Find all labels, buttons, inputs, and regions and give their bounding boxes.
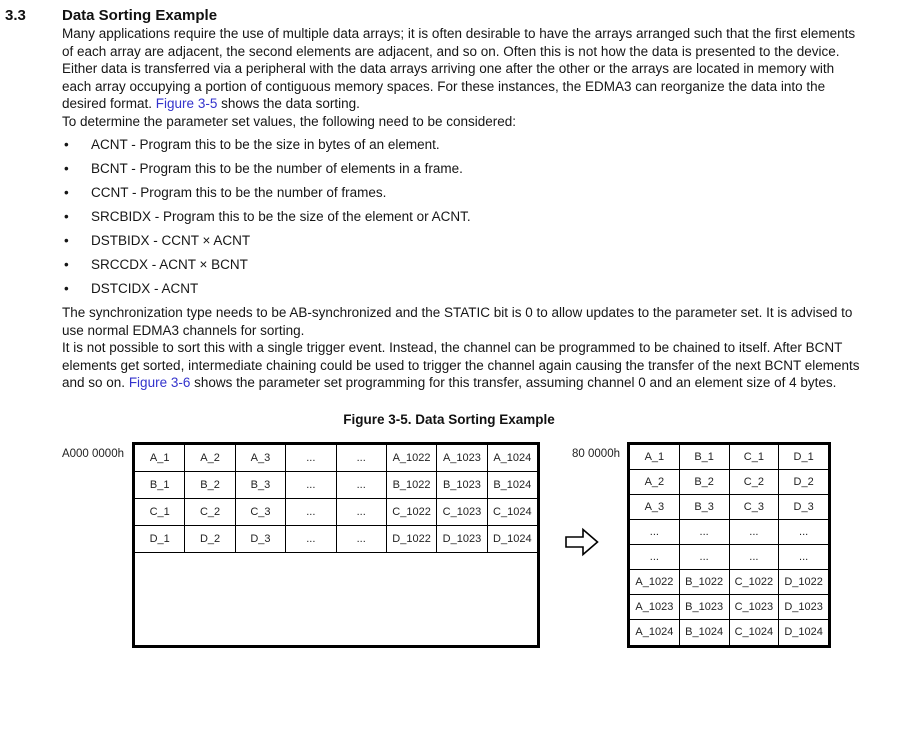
table-cell: A_1 [630,445,680,469]
table-cell: D_1023 [784,601,823,614]
table-cell: D_1022 [784,576,823,589]
bullet-text: DSTCIDX - ACNT [91,281,199,296]
bullet-text: ACNT - Program this to be the size in bytes of an element. [91,137,440,152]
figure-caption: Figure 3-5. Data Sorting Example [343,411,555,427]
table-cell: ... [630,520,680,544]
table-cell: B_1 [135,472,185,498]
table-row [630,570,828,595]
table-cell: D_1 [793,450,814,463]
table-row [630,470,828,495]
source-address-label: A000 0000h [61,447,124,460]
table-cell: C_1024 [730,620,780,644]
paragraph-text: It is not possible to sort this with a single trigger event. Instead, the channel can be programmed to be chained to itself. After BCNT elements get sorted, intermediate chaining could be used to trigger the channel again causing the transfer of the next BCNT elements and so on. [62,340,860,390]
table-cell: B_1022 [387,472,437,498]
paragraph-text: shows the parameter set programming for this transfer, assuming channel 0 and an element size of 4 bytes. [190,375,837,390]
section-heading [5,6,898,25]
table-cell: C_1 [730,445,780,469]
bullet-text: BCNT - Program this to be the number of elements in a frame. [91,161,463,176]
table-cell: C_1024 [493,505,532,518]
paragraph-synchronization: The synchronization type needs to be AB-synchronized and the STATIC bit is 0 to allow updates to the parameter set. It is advised to use normal EDMA3 channels for sorting. [62,305,853,338]
bullet-marker: • [64,257,69,272]
table-cell: ... [680,545,730,569]
bullet-text: DSTBIDX - CCNT × ACNT [91,233,251,248]
table-cell: ... [337,445,387,471]
table-cell: C_2 [730,470,780,494]
figure-3-6-link[interactable]: Figure 3-6 [128,375,191,390]
table-cell: D_1023 [437,526,487,552]
source-memory-table [132,442,540,648]
table-cell: ... [680,520,730,544]
table-row [135,499,537,526]
table-row [135,526,537,553]
table-row [630,545,828,570]
table-cell: B_1022 [680,570,730,594]
bullet-marker: • [64,209,69,224]
table-cell: ... [286,499,336,525]
table-cell: A_1024 [630,620,680,644]
table-cell: D_1024 [784,626,823,639]
table-cell: A_2 [185,445,235,471]
table-row [630,595,828,620]
section-title: Data Sorting Example [62,7,218,24]
table-cell: D_2 [793,475,814,488]
table-cell: C_1023 [437,499,487,525]
bullet-item-bcnt [62,160,862,177]
paragraph-text: Many applications require the use of multiple data arrays; it is often desirable to have the arrays arranged such that the first elements of each array are adjacent, the second elements are adjacent, and so on. Often this is not how the data is presented to the device. Either data is transferred via a peripheral with the data arrays arriving one after the other or the arrays are located in memory with each array occupying a portion of contiguous memory spaces. For these instances, the EDMA3 can reorganize the data into the desired format. [62,26,856,111]
bullet-text: SRCBIDX - Program this to be the size of the element or ACNT. [91,209,471,224]
bullet-marker: • [64,185,69,200]
table-cell: A_1022 [630,570,680,594]
table-cell: B_1023 [680,595,730,619]
paragraph-intro-sorting [62,25,862,113]
table-cell: ... [730,545,780,569]
table-cell: A_1023 [437,445,487,471]
table-row [630,620,828,644]
table-cell: ... [286,445,336,471]
bullet-item-srccdx [62,256,862,273]
dest-address-label: 80 0000h [572,447,620,460]
table-cell: ... [799,525,809,538]
table-cell: A_3 [236,445,286,471]
paragraph-text: shows the data sorting. [217,96,360,111]
source-table-empty-area [135,553,537,645]
table-cell: B_2 [185,472,235,498]
parameter-intro-line: To determine the parameter set values, the following need to be considered: [62,113,517,129]
table-cell: ... [630,545,680,569]
bullet-item-ccnt [62,184,862,201]
bullet-item-dstbidx [62,232,862,249]
table-cell: ... [337,472,387,498]
table-cell: D_1022 [387,526,437,552]
paragraph-chaining [62,339,862,392]
table-row [135,445,537,472]
table-cell: B_3 [680,495,730,519]
figure-3-5-link[interactable]: Figure 3-5 [155,96,218,111]
section-number: 3.3 [5,7,26,24]
table-cell: B_3 [236,472,286,498]
parameter-bullet-list [62,136,862,297]
table-cell: A_1024 [493,451,532,464]
table-cell: B_1023 [437,472,487,498]
source-table-rows [135,445,537,553]
bullet-item-dstcidx [62,280,862,297]
table-cell: ... [799,551,809,564]
table-cell: ... [286,472,336,498]
bullet-text: CCNT - Program this to be the number of frames. [91,185,387,200]
body-content [62,25,862,392]
bullet-text: SRCCDX - ACNT × BCNT [91,257,248,272]
table-cell: ... [337,499,387,525]
table-cell: ... [337,526,387,552]
table-cell: D_1 [135,526,185,552]
table-cell: A_2 [630,470,680,494]
table-cell: ... [730,520,780,544]
bullet-marker: • [64,137,69,152]
bullet-marker: • [64,161,69,176]
table-row [630,495,828,520]
table-cell: C_2 [185,499,235,525]
table-cell: A_3 [630,495,680,519]
table-cell: A_1023 [630,595,680,619]
table-cell: B_2 [680,470,730,494]
table-cell: D_3 [236,526,286,552]
table-cell: A_1022 [387,445,437,471]
table-cell: D_3 [793,500,814,513]
right-block-arrow-icon [565,527,599,557]
bullet-marker: • [64,233,69,248]
table-row [630,520,828,545]
table-cell: C_1023 [730,595,780,619]
bullet-item-acnt [62,136,862,153]
table-cell: ... [286,526,336,552]
table-row [630,445,828,470]
table-cell: A_1 [135,445,185,471]
table-cell: B_1024 [493,478,532,491]
table-cell: C_3 [730,495,780,519]
table-cell: D_1024 [493,532,532,545]
table-cell: B_1024 [680,620,730,644]
figure-3-5-diagram [0,428,898,668]
table-cell: C_3 [236,499,286,525]
dest-memory-table [627,442,831,648]
table-cell: C_1022 [730,570,780,594]
table-row [135,472,537,499]
bullet-item-srcbidx [62,208,862,225]
bullet-marker: • [64,281,69,296]
table-cell: C_1022 [387,499,437,525]
table-cell: C_1 [135,499,185,525]
table-cell: D_2 [185,526,235,552]
table-cell: B_1 [680,445,730,469]
